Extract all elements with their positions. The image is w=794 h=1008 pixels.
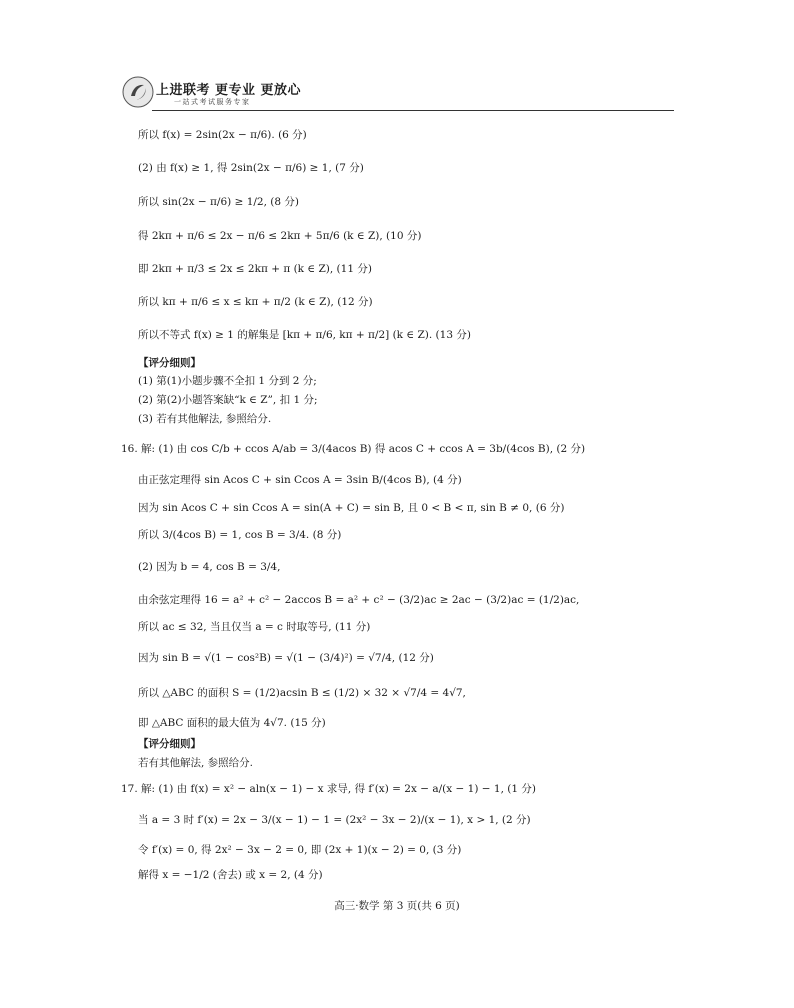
brand-tagline: 一站式考试服务专家 <box>174 98 251 106</box>
section-heading: 【评分细则】 <box>138 357 201 369</box>
text-line: 所以不等式 f(x) ≥ 1 的解集是 [kπ + π/6, kπ + π/2] (k ∈ Z). (13 分) <box>138 329 471 341</box>
text-line: 即 △ABC 面积的最大值为 4√7. (15 分) <box>138 717 326 729</box>
text-line: 所以 3/(4cos B) = 1, cos B = 3/4. (8 分) <box>138 529 342 541</box>
text-line: 所以 f(x) = 2sin(2x − π/6). (6 分) <box>138 129 307 141</box>
text-line: (3) 若有其他解法, 参照给分. <box>138 413 272 425</box>
brand-name: 上进联考 更专业 更放心 <box>156 83 302 98</box>
text-line: 令 f′(x) = 0, 得 2x² − 3x − 2 = 0, 即 (2x + 1)(x − 2) = 0, (3 分) <box>138 844 462 856</box>
text-line: 即 2kπ + π/3 ≤ 2x ≤ 2kπ + π (k ∈ Z), (11 分) <box>138 263 372 275</box>
section-heading: 【评分细则】 <box>138 738 201 750</box>
text-line: 由正弦定理得 sin Acos C + sin Ccos A = 3sin B/(4cos B), (4 分) <box>138 474 462 486</box>
brand-logo-icon <box>122 76 154 108</box>
text-line: (2) 第(2)小题答案缺“k ∈ Z”, 扣 1 分; <box>138 394 318 406</box>
page-footer: 高三·数学 第 3 页(共 6 页) <box>334 900 460 912</box>
question-line: 17. 解: (1) 由 f(x) = x² − aln(x − 1) − x 求导, 得 f′(x) = 2x − a/(x − 1) − 1, (1 分) <box>121 783 536 795</box>
text-line: 所以 kπ + π/6 ≤ x ≤ kπ + π/2 (k ∈ Z), (12 分) <box>138 296 373 308</box>
text-line: 由余弦定理得 16 = a² + c² − 2accos B = a² + c² − (3/2)ac ≥ 2ac − (3/2)ac = (1/2)ac, <box>138 594 580 606</box>
text-line: (2) 因为 b = 4, cos B = 3/4, <box>138 561 281 573</box>
text-line: 所以 △ABC 的面积 S = (1/2)acsin B ≤ (1/2) × 32 × √7/4 = 4√7, <box>138 687 466 699</box>
text-line: 得 2kπ + π/6 ≤ 2x − π/6 ≤ 2kπ + 5π/6 (k ∈ Z), (10 分) <box>138 230 422 242</box>
header-rule <box>152 110 674 111</box>
text-line: 因为 sin Acos C + sin Ccos A = sin(A + C) = sin B, 且 0 < B < π, sin B ≠ 0, (6 分) <box>138 502 565 514</box>
text-line: 所以 sin(2x − π/6) ≥ 1/2, (8 分) <box>138 196 299 208</box>
text-line: 解得 x = −1/2 (舍去) 或 x = 2, (4 分) <box>138 869 323 881</box>
question-line: 16. 解: (1) 由 cos C/b + ccos A/ab = 3/(4acos B) 得 acos C + ccos A = 3b/(4cos B), (2 分) <box>121 443 586 455</box>
text-line: 若有其他解法, 参照给分. <box>138 757 254 769</box>
page-header <box>122 74 674 114</box>
text-line: (1) 第(1)小题步骤不全扣 1 分到 2 分; <box>138 375 317 387</box>
text-line: (2) 由 f(x) ≥ 1, 得 2sin(2x − π/6) ≥ 1, (7 分) <box>138 162 364 174</box>
text-line: 当 a = 3 时 f′(x) = 2x − 3/(x − 1) − 1 = (2x² − 3x − 2)/(x − 1), x > 1, (2 分) <box>138 814 531 826</box>
text-line: 因为 sin B = √(1 − cos²B) = √(1 − (3/4)²) = √7/4, (12 分) <box>138 652 434 664</box>
text-line: 所以 ac ≤ 32, 当且仅当 a = c 时取等号, (11 分) <box>138 621 371 633</box>
